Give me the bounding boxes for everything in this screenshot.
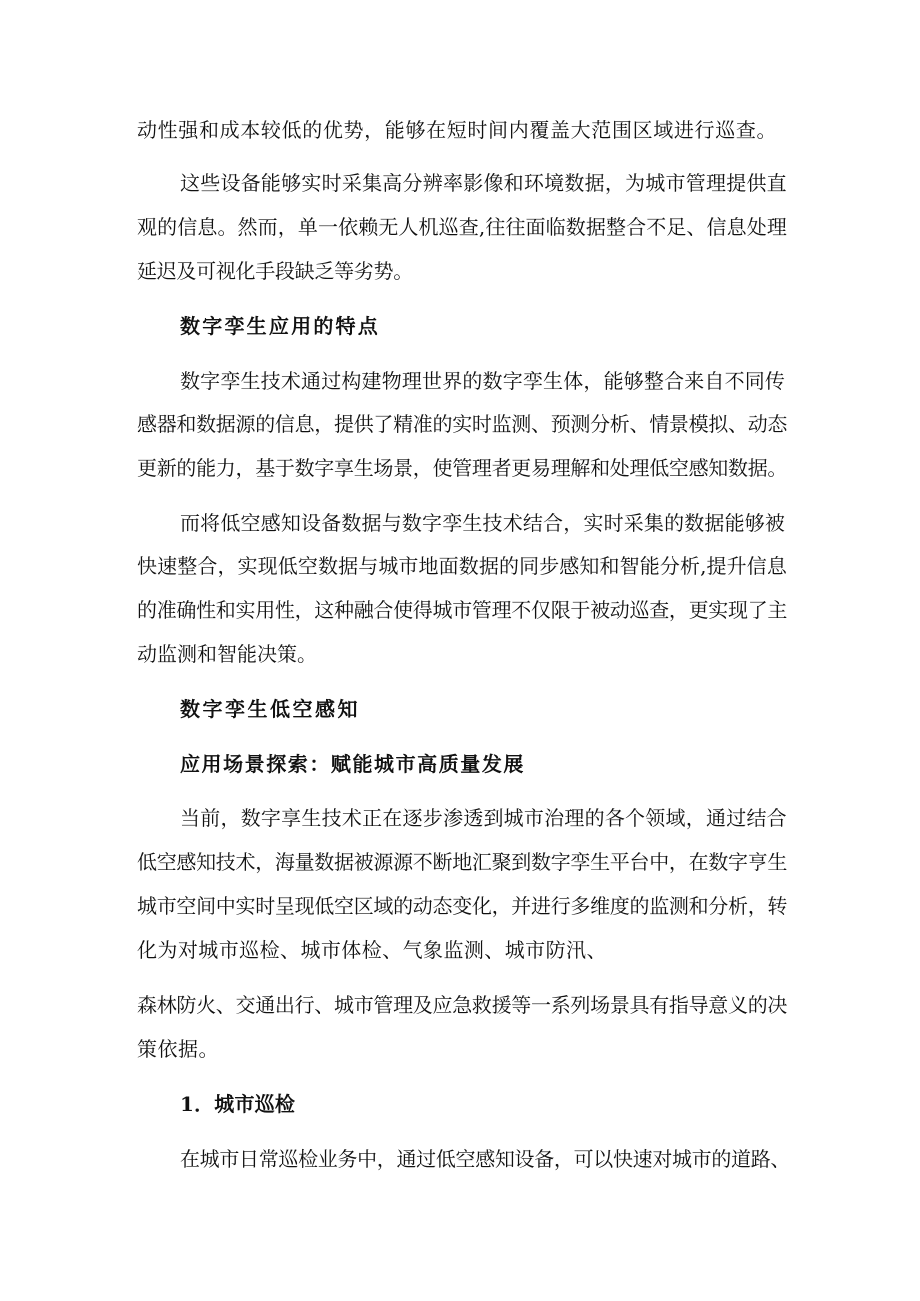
body-line: 感器和数据源的信息，提供了精准的实时监测、预测分析、情景模拟、动态 <box>137 412 788 436</box>
body-line: 数字孪生技术通过构建物理世界的数字孪生体，能够整合来自不同传 <box>180 369 786 393</box>
section-subheading: 应用场景探索：赋能城市高质量发展 <box>180 752 525 776</box>
body-line: 快速整合，实现低空数据与城市地面数据的同步感知和智能分析,提升信息 <box>137 554 787 578</box>
body-line: 而将低空感知设备数据与数字孪生技术结合，实时采集的数据能够被 <box>180 511 786 535</box>
body-line: 当前，数字享生技术正在逐步渗透到城市治理的各个领域，通过结合 <box>180 806 787 830</box>
body-line: 策依据。 <box>137 1037 219 1061</box>
body-line: 在城市日常巡检业务中，通过低空感知设备，可以快速对城市的道路、 <box>180 1147 791 1171</box>
numbered-heading: 1．城市巡检 <box>180 1092 295 1116</box>
body-line: 森林防火、交通出行、城市管理及应急救援等一系列场景具有指导意义的决 <box>137 993 788 1017</box>
section-heading: 数字孪生应用的特点 <box>180 314 380 338</box>
body-line: 城市空间中实时呈现低空区域的动态变化，并进行多维度的监测和分析，转 <box>137 894 788 918</box>
body-line: 动监测和智能决策。 <box>137 642 317 666</box>
body-line: 动性强和成本较低的优势，能够在短时间内覆盖大范围区域进行巡查。 <box>137 118 778 142</box>
body-line: 低空感知技术，海量数据被源源不断地汇聚到数字孪生平台中，在数字亨生 <box>137 850 788 874</box>
body-line: 延迟及可视化手段缺乏等劣势。 <box>137 259 413 283</box>
body-line: 观的信息。然而，单一依赖无人机巡查,往往面临数据整合不足、信息处理 <box>137 215 787 239</box>
body-line: 更新的能力，基于数字享生场景，使管理者更易理解和处理低空感知数据。 <box>137 456 788 480</box>
section-heading: 数字孪生低空感知 <box>180 697 360 721</box>
body-line: 化为对城市巡检、城市体检、气象监测、城市防汛、 <box>137 938 607 962</box>
body-line: 的准确性和实用性，这种融合使得城市管理不仅限于被动巡查，更实现了主 <box>137 598 788 622</box>
body-line: 这些设备能够实时采集高分辨率影像和环境数据，为城市管理提供直 <box>180 171 787 195</box>
